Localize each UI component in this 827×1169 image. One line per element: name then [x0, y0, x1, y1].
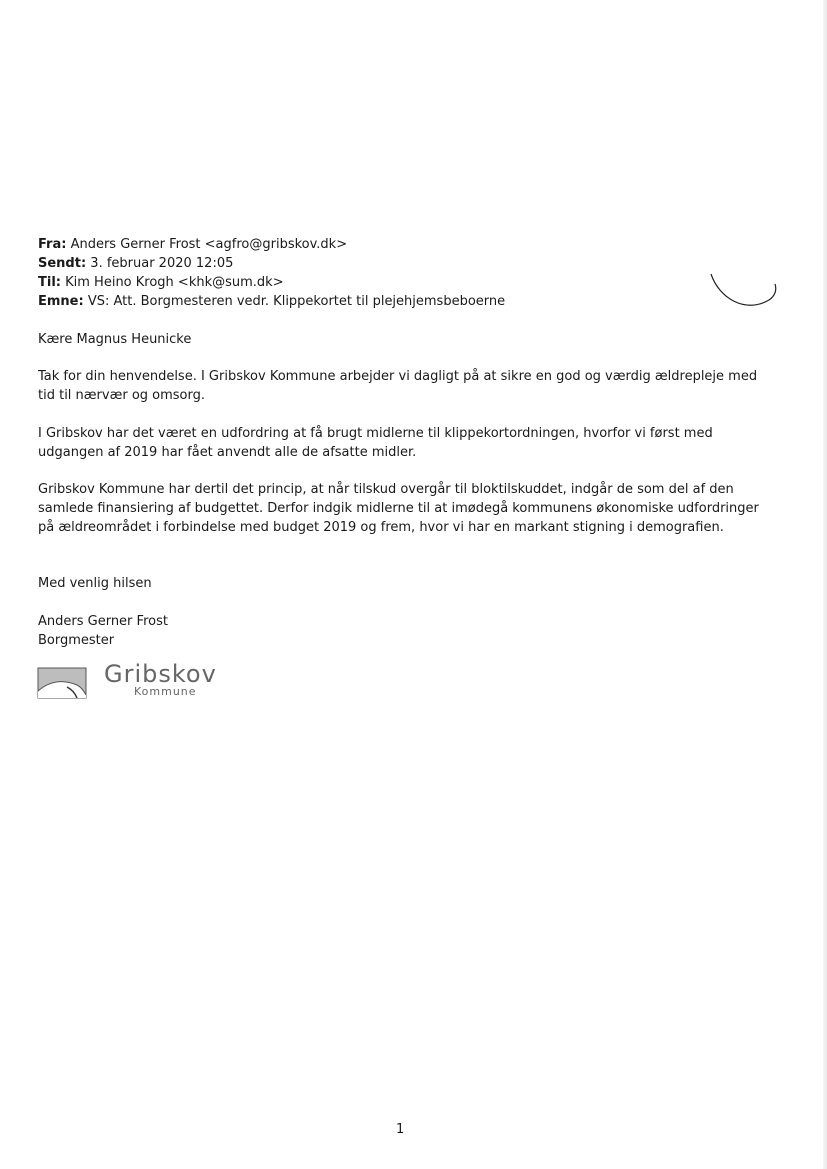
- page-number: 1: [396, 1122, 405, 1137]
- paragraph-1: Tak for din henvendelse. I Gribskov Kommune arbejder vi dagligt på at sikre en god og værdig ældrepleje med tid til nærvær og omsorg.: [38, 369, 758, 403]
- to-line: [38, 273, 738, 292]
- subject-label: Emne:: [38, 294, 84, 309]
- pen-scribble: [705, 270, 780, 315]
- email-header: [38, 235, 738, 311]
- paragraph-3: Gribskov Kommune har dertil det princip, at når tilskud overgår til bloktilskuddet, indgår de som del af den samlede finansiering af budgettet. Derfor indgik midlerne til at imødegå kommunens økonomiske udfordringer på ældreområdet i forbindelse med budget 2019 og frem, hvor vi har en markant stigning i demografien.: [38, 482, 759, 535]
- subject-value: VS: Att. Borgmesteren vedr. Klippekortet til plejehjemsbeboerne: [87, 294, 506, 309]
- gribskov-logo-icon: [37, 667, 87, 699]
- logo-text-sub: Kommune: [134, 685, 197, 698]
- from-line: [38, 235, 738, 254]
- from-label: Fra:: [38, 237, 67, 252]
- sent-line: [38, 254, 738, 273]
- from-value: Anders Gerner Frost <agfro@gribskov.dk>: [70, 237, 348, 252]
- sent-value: 3. februar 2020 12:05: [90, 256, 234, 271]
- subject-line: [38, 292, 738, 311]
- scan-edge: [823, 0, 827, 1169]
- salutation: Kære Magnus Heunicke: [38, 332, 192, 347]
- gribskov-logo: [37, 660, 237, 711]
- logo-text-main: Gribskov: [104, 660, 217, 688]
- sent-label: Sendt:: [38, 256, 87, 271]
- to-value: Kim Heino Krogh <khk@sum.dk>: [65, 275, 284, 290]
- signature-title: Borgmester: [38, 633, 115, 648]
- signature-name: Anders Gerner Frost: [38, 614, 168, 629]
- closing: Med venlig hilsen: [38, 576, 152, 591]
- to-label: Til:: [38, 275, 61, 290]
- paragraph-2: I Gribskov har det været en udfordring at få brugt midlerne til klippekortordningen, hvorfor vi først med udgangen af 2019 har fået anvendt alle de afsatte midler.: [38, 426, 713, 460]
